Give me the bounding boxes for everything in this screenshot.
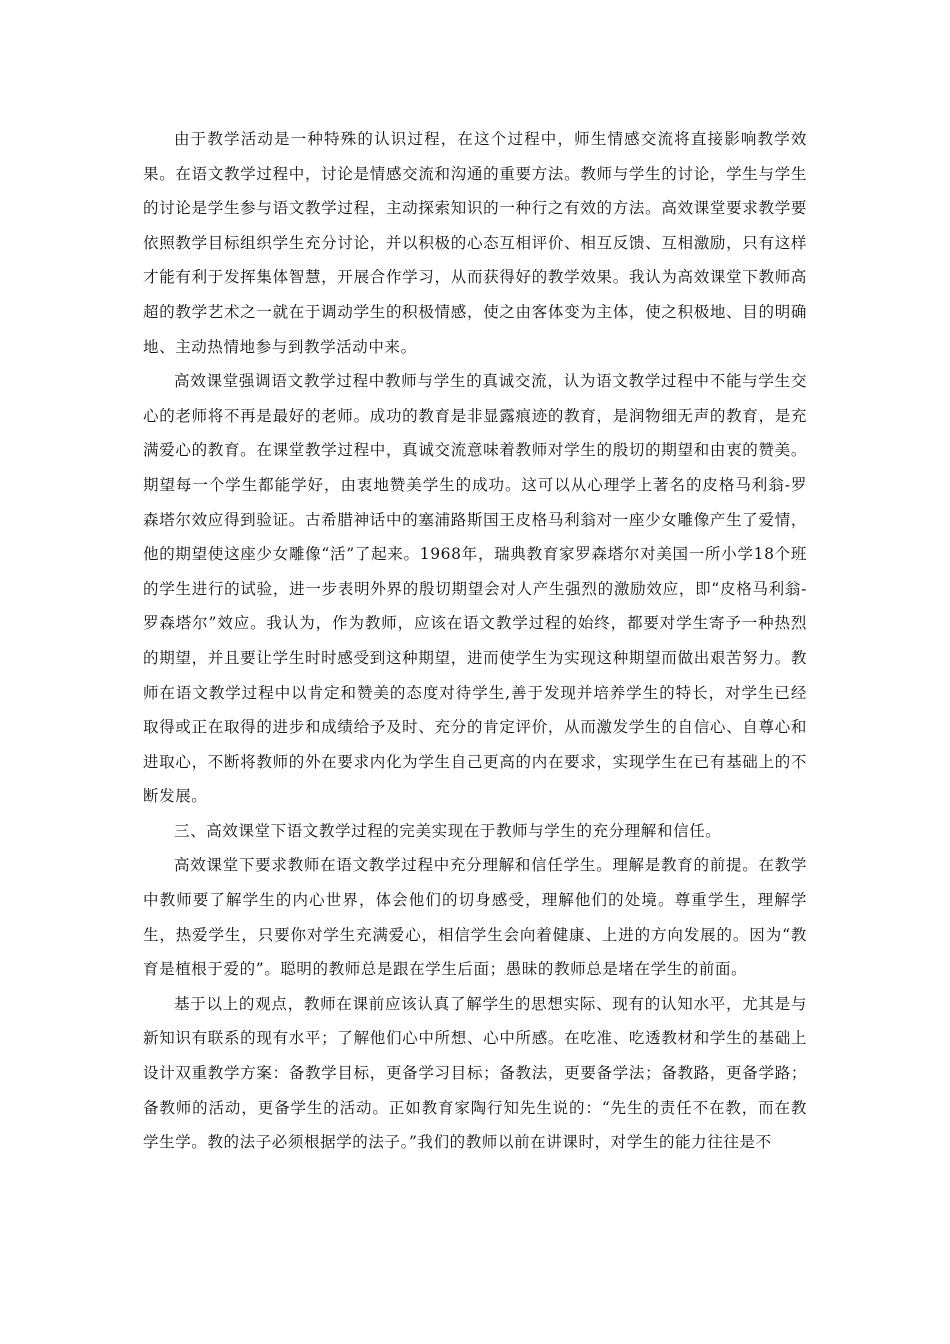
document-body: [143, 122, 807, 1160]
section-heading-three: 三、高效课堂下语文教学过程的完美实现在于教师与学生的充分理解和信任。: [174, 821, 722, 840]
paragraph-discussion: 由于教学活动是一种特殊的认识过程，在这个过程中，师生情感交流将直接影响教学效果。在语文教学过程中，讨论是情感交流和沟通的重要方法。教师与学生的讨论，学生与学生的讨论是学生参与语文教学过程，主动探索知识的一种行之有效的方法。高效课堂要求教学要依照教学目标组织学生充分讨论，并以积极的心态互相评价、相互反馈、互相激励，只有这样才能有利于发挥集体智慧，开展合作学习，从而获得好的教学效果。我认为高效课堂下教师高超的教学艺术之一就在于调动学生的积极情感，使之由客体变为主体，使之积极地、目的明确地、主动热情地参与到教学活动中来。: [143, 130, 807, 356]
paragraph-understanding-trust: 高效课堂下要求教师在语文教学过程中充分理解和信任学生。理解是教育的前提。在教学中教师要了解学生的内心世界，体会他们的切身感受，理解他们的处境。尊重学生，理解学生，热爱学生，只要你对学生充满爱心，相信学生会向着健康、上进的方向发展的。因为“教育是植根于爱的”。聪明的教师总是跟在学生后面；愚昧的教师总是堵在学生的前面。: [143, 856, 807, 979]
paragraph-sincere-communication: 高效课堂强调语文教学过程中教师与学生的真诚交流，认为语文教学过程中不能与学生交心的老师将不再是最好的老师。成功的教育是非显露痕迹的教育，是润物细无声的教育，是充满爱心的教育。在课堂教学过程中，真诚交流意味着教师对学生的殷切的期望和由衷的赞美。期望每一个学生都能学好，由衷地赞美学生的成功。这可以从心理学上著名的皮格马利翁-罗森塔尔效应得到验证。古希腊神话中的塞浦路斯国王皮格马利翁对一座少女雕像产生了爱情，他的期望使这座少女雕像“活”了起来。1968年，瑞典教育家罗森塔尔对美国一所小学18个班的学生进行的试验，进一步表明外界的殷切期望会对人产生强烈的激励效应，即“皮格马利翁-罗森塔尔”效应。我认为，作为教师，应该在语文教学过程的始终，都要对学生寄予一种热烈的期望，并且要让学生时时感受到这种期望，进而使学生为实现这种期望而做出艰苦努力。教师在语文教学过程中以肯定和赞美的态度对待学生,善于发现并培养学生的特长，对学生已经取得或正在取得的进步和成绩给予及时、充分的肯定评价，从而激发学生的自信心、自尊心和进取心，不断将教师的外在要求内化为学生自己更高的内在要求，实现学生在已有基础上的不断发展。: [143, 372, 807, 806]
paragraph-lesson-planning: 基于以上的观点，教师在课前应该认真了解学生的思想实际、现有的认知水平，尤其是与新知识有联系的现有水平；了解他们心中所想、心中所感。在吃准、吃透教材和学生的基础上设计双重教学方案：备教学目标，更备学习目标；备教法，更要备学法；备教路，更备学路；备教师的活动，更备学生的活动。正如教育家陶行知先生说的：“先生的责任不在教，而在教学生学。教的法子必须根据学的法子。”我们的教师以前在讲课时，对学生的能力往往是不: [143, 994, 807, 1152]
